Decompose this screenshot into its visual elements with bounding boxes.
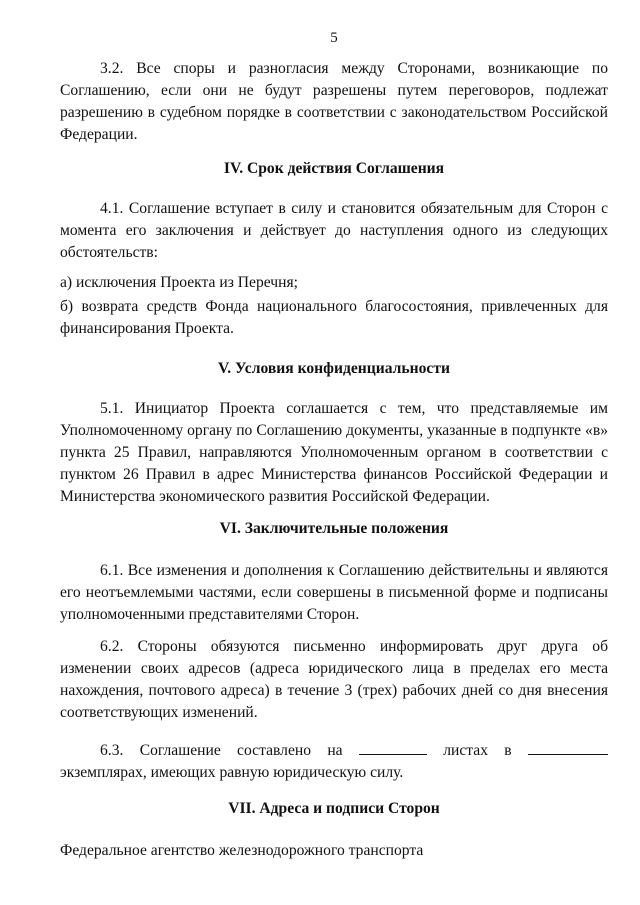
paragraph-6-3-part-b: листах в (443, 742, 512, 759)
section-heading-5: V. Условия конфиденциальности (217, 360, 450, 377)
paragraph-4-b: б) возврата средств Фонда национального благосостояния, привлеченных для финансирования Проекта. (60, 298, 608, 337)
paragraph-6-2: 6.2. Стороны обязуются письменно информировать друг друга об изменении своих адресов (адреса юридического лица в пределах его места нахождения, почтового адреса) в течение 3 (трех) рабочих дней со дня внесения соответствующих изменений. (60, 638, 608, 721)
paragraph-4-1: 4.1. Соглашение вступает в силу и становится обязательным для Сторон с момента его заключения и действует до наступления одного из следующих обстоятельств: (60, 200, 608, 261)
paragraph-6-3 (60, 740, 608, 784)
paragraph-3-2: 3.2. Все споры и разногласия между Сторонами, возникающие по Соглашению, если они не будут разрешены путем переговоров, подлежат разрешению в судебном порядке в соответствии с законодательством Российской Федерации. (60, 60, 608, 143)
section-heading-4: IV. Срок действия Соглашения (223, 160, 445, 177)
party-name-1: Федеральное агентство железнодорожного транспорта (60, 842, 424, 859)
paragraph-4-a: а) исключения Проекта из Перечня; (60, 274, 298, 291)
sheets-count-blank[interactable] (359, 753, 427, 755)
paragraph-6-3-part-c: экземплярах, имеющих равную юридическую силу. (60, 764, 404, 781)
paragraph-6-1: 6.1. Все изменения и дополнения к Соглашению действительны и являются его неотъемлемыми частями, если совершены в письменной форме и подписаны уполномоченными представителями Сторон. (60, 562, 608, 623)
section-heading-7: VII. Адреса и подписи Сторон (228, 800, 440, 817)
page-number: 5 (330, 30, 338, 46)
paragraph-5-1: 5.1. Инициатор Проекта соглашается с тем, что представляемые им Уполномоченному органу по Соглашению документы, указанные в подпункте «в» пункта 25 Правил, направляются Уполномоченным органом в соответствии с пунктом 26 Правил в адрес Министерства финансов Российской Федерации и Министерства экономического развития Российской Федерации. (60, 400, 608, 505)
copies-count-blank[interactable] (528, 753, 608, 755)
paragraph-6-3-part-a: 6.3. Соглашение составлено на (100, 742, 343, 759)
section-heading-6: VI. Заключительные положения (219, 520, 449, 537)
